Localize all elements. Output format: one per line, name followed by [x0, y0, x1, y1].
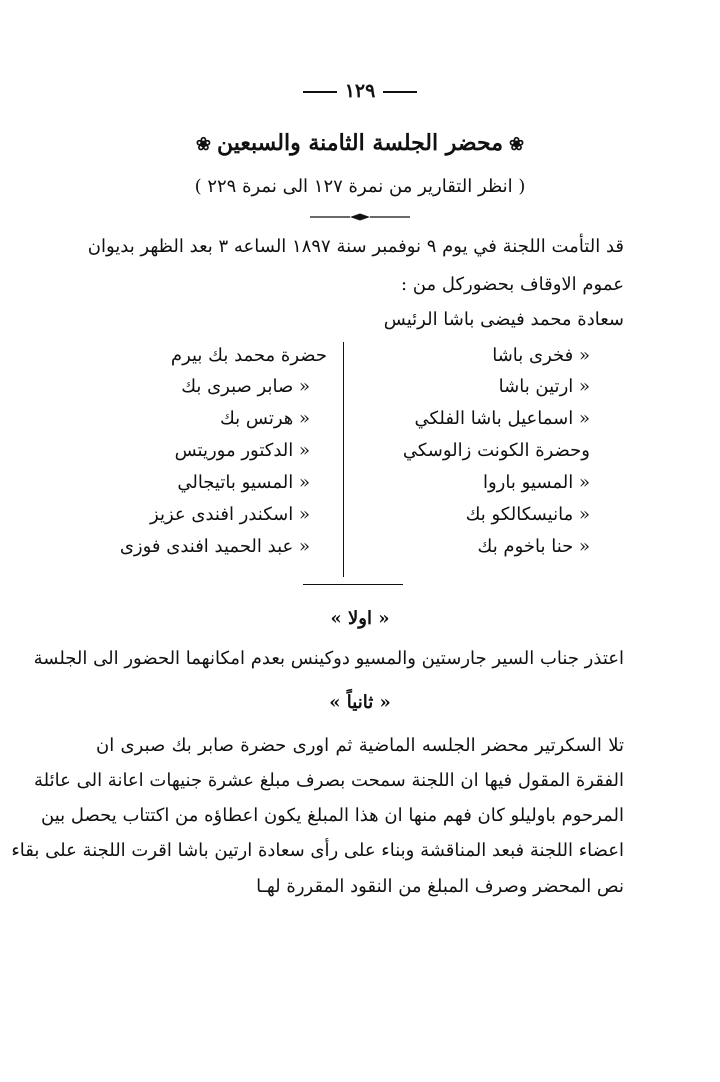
column-divider	[343, 342, 344, 577]
attendee-left: « صابر صبرى بك	[181, 376, 310, 397]
intro-line-1: قد التأمت اللجنة في يوم ٩ نوفمبر سنة ١٨٩٧ الساعه ٣ بعد الظهر بديوان	[87, 236, 624, 257]
page-title	[0, 130, 720, 156]
ornament-icon: ❀	[195, 134, 211, 155]
attendee-left: حضرة محمد بك بيرم	[170, 345, 327, 366]
section-first-text: اعتذر جناب السير جارستين والمسيو دوكينس بعدم امكانهما الحضور الى الجلسة	[33, 648, 624, 669]
page-number-text: ١٢٩	[344, 80, 376, 102]
attendee-right: وحضرة الكونت زالوسكي	[402, 440, 590, 461]
attendee-right: « مانيسكالكو بك	[465, 504, 590, 525]
separator-ornament	[310, 213, 410, 221]
section-second-line-3: المرحوم باوليلو كان فهم منها ان هذا المبلغ يكون اعطاؤه من اكتتاب يحصل بين	[41, 805, 624, 826]
attendee-right: « حنا باخوم بك	[477, 536, 590, 557]
attendee-left: « هرتس بك	[219, 408, 310, 429]
section-second-line-5: نص المحضر وصرف المبلغ من النقود المقررة لهـا	[256, 876, 624, 897]
section-second-line-1: تلا السكرتير محضر الجلسه الماضية ثم اورى حضرة صابر بك صبرى ان	[96, 735, 624, 756]
page-number	[0, 80, 720, 102]
section-second-line-4: اعضاء اللجنة فبعد المناقشة وبناء على رأى سعادة ارتين باشا اقرت اللجنة على بقاء	[11, 840, 624, 861]
subtitle: ( انظر التقارير من نمرة ١٢٧ الى نمرة ٢٢٩ )	[194, 176, 526, 197]
attendee-right: « المسيو باروا	[482, 472, 590, 493]
dash-left	[383, 91, 417, 93]
section-rule	[303, 584, 403, 585]
ornament-icon: ❀	[508, 134, 525, 155]
section-heading-second: « ثانياً »	[329, 692, 391, 713]
attendee-right: « اسماعيل باشا الفلكي	[414, 408, 590, 429]
attendee-left: « الدكتور موريتس	[174, 440, 310, 461]
attendee-right: « فخرى باشا	[492, 345, 590, 366]
section-second-line-2: الفقرة المقول فيها ان اللجنة سمحت بصرف مبلغ عشرة جنيهات اعانة الى عائلة	[34, 770, 624, 791]
attendee-left: « عبد الحميد افندى فوزى	[119, 536, 310, 557]
attendee-left: « المسيو باتيجالي	[177, 472, 310, 493]
title-text: محضر الجلسة الثامنة والسبعين	[217, 130, 503, 156]
intro-line-3: سعادة محمد فيضى باشا الرئيس	[383, 309, 624, 330]
dash-right	[303, 91, 337, 93]
section-heading-first: « اولا »	[330, 608, 390, 629]
intro-line-2: عموم الاوقاف بحضوركل من :	[400, 274, 624, 295]
attendee-left: « اسكندر افندى عزيز	[150, 504, 310, 525]
attendee-right: « ارتين باشا	[498, 376, 590, 397]
